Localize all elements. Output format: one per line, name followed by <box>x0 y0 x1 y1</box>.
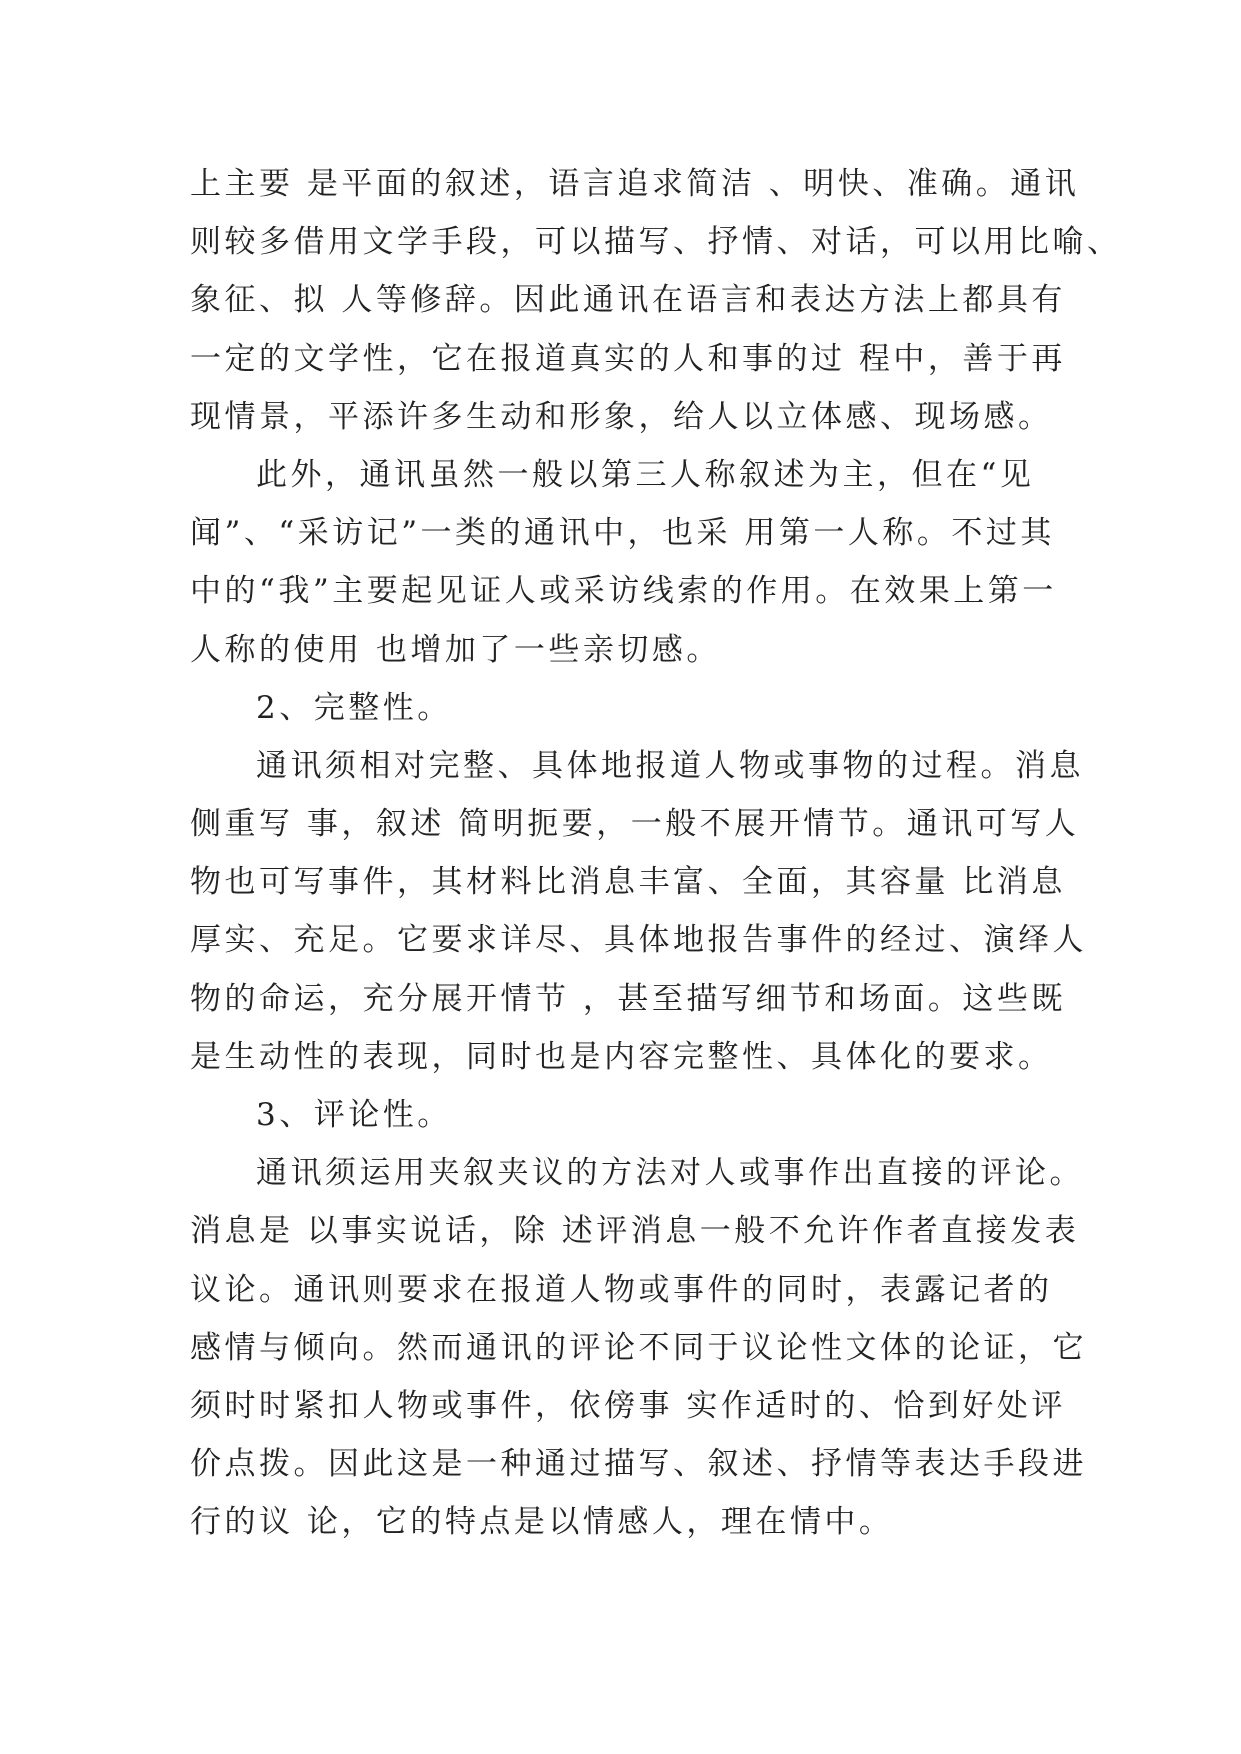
document-page <box>190 155 1122 1552</box>
text-line: 现情景，平添许多生动和形象，给人以立体感、现场感。 <box>190 398 1053 435</box>
text-line: 人称的使用 也增加了一些亲切感。 <box>190 631 721 668</box>
text-line: 行的议 论，它的特点是以情感人，理在情中。 <box>190 1504 894 1541</box>
text-line: 须时时紧扣人物或事件，依傍事 实作适时的、恰到好处评 <box>190 1387 1066 1424</box>
text-line: 厚实、充足。它要求详尽、具体地报告事件的经过、演绎人 <box>190 922 1087 959</box>
text-line: 2、完整性。 <box>256 689 452 726</box>
text-line: 3、评论性。 <box>256 1097 452 1133</box>
text-line: 是生动性的表现，同时也是内容完整性、具体化的要求。 <box>190 1038 1053 1075</box>
text-line: 价点拨。因此这是一种通过描写、叙述、抒情等表达手段进 <box>190 1446 1087 1483</box>
text-line: 通讯须运用夹叙夹议的方法对人或事作出直接的评论。 <box>256 1155 1084 1192</box>
text-line: 一定的文学性，它在报道真实的人和事的过 程中，善于再 <box>190 340 1066 377</box>
text-line: 象征、拟 人等修辞。因此通讯在语言和表达方法上都具有 <box>190 282 1066 319</box>
body-text <box>190 155 1122 1552</box>
text-line: 侧重写 事，叙述 简明扼要，一般不展开情节。通讯可写人 <box>190 806 1080 843</box>
text-line: 议论。通讯则要求在报道人物或事件的同时，表露记者的 <box>190 1271 1053 1308</box>
text-line: 物的命运，充分展开情节 ，甚至描写细节和场面。这些既 <box>190 980 1066 1017</box>
text-line: 中的“我”主要起见证人或采访线索的作用。在效果上第一 <box>190 573 1057 610</box>
text-line: 通讯须相对完整、具体地报道人物或事物的过程。消息 <box>256 747 1084 784</box>
text-line: 物也可写事件，其材料比消息丰富、全面，其容量 比消息 <box>190 864 1066 901</box>
text-line: 消息是 以事实说话，除 述评消息一般不允许作者直接发表 <box>190 1213 1080 1250</box>
text-line: 则较多借用文学手段，可以描写、抒情、对话，可以用比喻、 <box>190 224 1122 261</box>
text-line: 此外，通讯虽然一般以第三人称叙述为主，但在“见 <box>256 456 1035 493</box>
text-line: 闻”、“采访记”一类的通讯中，也采 用第一人称。不过其 <box>190 515 1055 552</box>
text-line: 上主要 是平面的叙述，语言追求简洁 、明快、准确。通讯 <box>190 166 1080 202</box>
text-line: 感情与倾向。然而通讯的评论不同于议论性文体的论证，它 <box>190 1329 1087 1366</box>
